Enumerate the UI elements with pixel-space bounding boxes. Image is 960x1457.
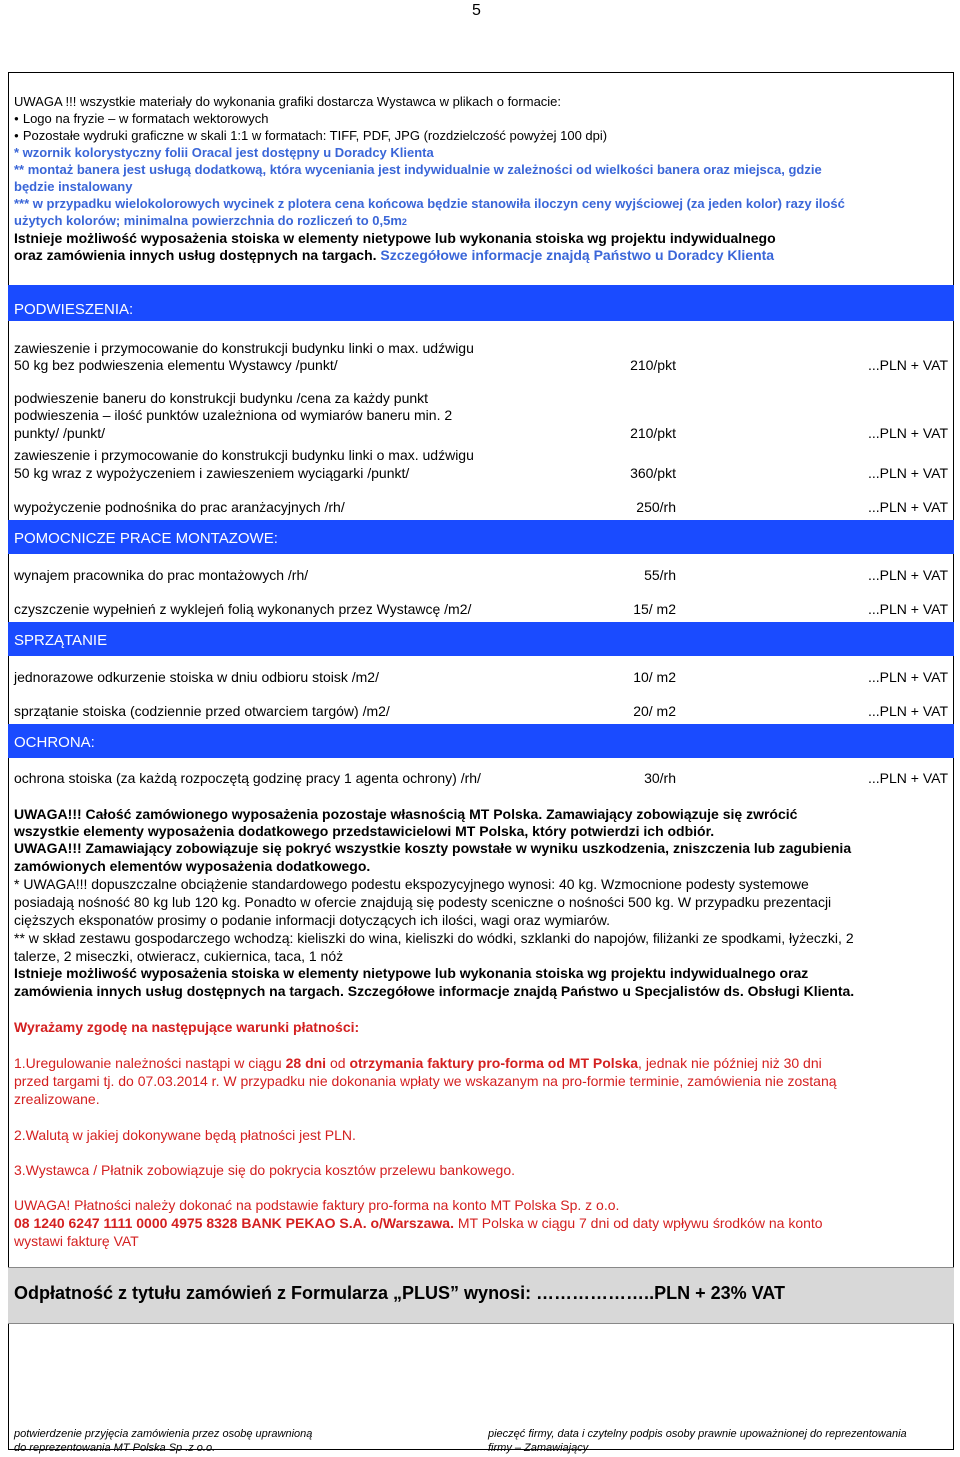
- payment-term: 1.Uregulowanie należności nastąpi w ciągu 28 dni od otrzymania faktury pro-forma od MT Polska, jednak nie później niż 30 dni: [14, 1055, 822, 1071]
- notice-wycinek: użytych kolorów; minimalna powierzchnia do rozliczeń to 0,5m2: [14, 213, 407, 228]
- payment-term: 2.Walutą w jakiej dokonywane będą płatności jest PLN.: [14, 1127, 356, 1143]
- notice-oracal: * wzornik kolorystyczny folii Oracal jest dostępny u Doradcy Klienta: [14, 145, 434, 160]
- warning-text: * UWAGA!!! dopuszczalne obciążenie standardowego podestu ekspozycyjnego wynosi: 40 kg. Wzmocnione podesty systemowe: [14, 876, 809, 892]
- warning-text: wszystkie elementy wyposażenia dodatkowego przedstawicielowi MT Polska, który potwierdzi ich odbiór.: [14, 823, 715, 839]
- payment-term: wystawi fakturę VAT: [14, 1233, 139, 1249]
- notice-wycinek: *** w przypadku wielokolorowych wycinek z plotera cena końcowa będzie stanowiła iloczyn ceny wyjściowej (za jeden kolor) razy ilość: [14, 196, 845, 211]
- signature-left: potwierdzenie przyjęcia zamówienia przez osobę uprawnioną do reprezentowania MT Polska Sp .z o.o.: [14, 1428, 313, 1454]
- warning-text: zamówionych elementów wyposażenia dodatkowego.: [14, 858, 371, 874]
- payment-heading: Wyrażamy zgodę na następujące warunki płatności:: [14, 1019, 360, 1035]
- warning-text: UWAGA!!! Zamawiający zobowiązuje się pokryć wszystkie koszty powstałe w wyniku uszkodzenia, zniszczenia lub zagubienia: [14, 840, 852, 856]
- warning-text: cięższych eksponatów prosimy o podanie informacji dotyczących ich ilości, wagi oraz wymiarów.: [14, 912, 611, 928]
- section-header-pomocnicze: POMOCNICZE PRACE MONTAZOWE:: [8, 520, 954, 554]
- form-frame: [8, 72, 954, 1450]
- notice-mozliwosc: Istnieje możliwość wyposażenia stoiska w elementy nietypowe lub wykonania stoiska wg projektu indywidualnego: [14, 230, 776, 246]
- notice-montaz: będzie instalowany: [14, 179, 133, 194]
- signature-right: pieczęć firmy, data i czytelny podpis osoby prawnie upoważnionej do reprezentowania firmy – Zamawiający: [488, 1428, 907, 1454]
- warning-text: Istnieje możliwość wyposażenia stoiska w elementy nietypowe lub wykonania stoiska wg projektu indywidualnego oraz: [14, 965, 809, 981]
- section-header-sprzatanie: SPRZĄTANIE: [8, 622, 954, 656]
- total-box: Odpłatność z tytułu zamówień z Formularza „PLUS” wynosi: ………………..PLN + 23% VAT: [8, 1267, 954, 1324]
- warning-text: posiadają nośność 80 kg lub 120 kg. Ponadto w ofercie znajdują się podesty sceniczne o nośności 500 kg. W przypadku prezentacji: [14, 894, 832, 910]
- warning-text: UWAGA!!! Całość zamówionego wyposażenia pozostaje własnością MT Polska. Zamawiający zobowiązuje się zwrócić: [14, 806, 798, 822]
- notice-bullet: ● Pozostałe wydruki graficzne w skali 1:1 w formatach: TIFF, PDF, JPG (rozdzielczość powyżej 100 dpi): [14, 128, 607, 143]
- payment-term: przed targami tj. do 07.03.2014 r. W przypadku nie dokonania wpłaty we wskazanym na pro-formie terminie, zamówienia nie zostaną: [14, 1073, 837, 1089]
- warning-text: zamówienia innych usług dostępnych na targach. Szczegółowe informacje znajdą Państwo u Specjalistów ds. Obsługi Klienta.: [14, 983, 855, 999]
- payment-term: zrealizowane.: [14, 1091, 100, 1107]
- notice-montaz: ** montaż banera jest usługą dodatkową, która wyceniania jest indywidualnie w zależności od wielkości banera oraz miejsca, gdzie: [14, 162, 822, 177]
- section-header-ochrona: OCHRONA:: [8, 724, 954, 758]
- notice-mozliwosc: oraz zamówienia innych usług dostępnych na targach. Szczegółowe informacje znajdą Państwo u Doradcy Klienta: [14, 247, 775, 263]
- payment-term: UWAGA! Płatności należy dokonać na podstawie faktury pro-forma na konto MT Polska Sp. z o.o.: [14, 1197, 620, 1213]
- warning-text: talerze, 2 miseczki, otwieracz, cukiernica, taca, 1 nóż: [14, 948, 344, 964]
- payment-account: 08 1240 6247 1111 0000 4975 8328 BANK PEKAO S.A. o/Warszawa. MT Polska w ciągu 7 dni od daty wpływu środków na konto: [14, 1215, 823, 1231]
- warning-text: ** w skład zestawu gospodarczego wchodzą: kieliszki do wina, kieliszki do wódki, szklanki do napojów, filiżanki ze spodkami, łyżeczki, 2: [14, 930, 854, 946]
- section-header-podwieszenia: PODWIESZENIA:: [8, 285, 954, 321]
- payment-term: 3.Wystawca / Płatnik zobowiązuje się do pokrycia kosztów przelewu bankowego.: [14, 1162, 516, 1178]
- notice-line: UWAGA !!! wszystkie materiały do wykonania grafiki dostarcza Wystawca w plikach o formacie:: [14, 94, 562, 109]
- notice-bullet: ● Logo na fryzie – w formatach wektorowych: [14, 111, 269, 126]
- page-number: 5: [472, 2, 481, 19]
